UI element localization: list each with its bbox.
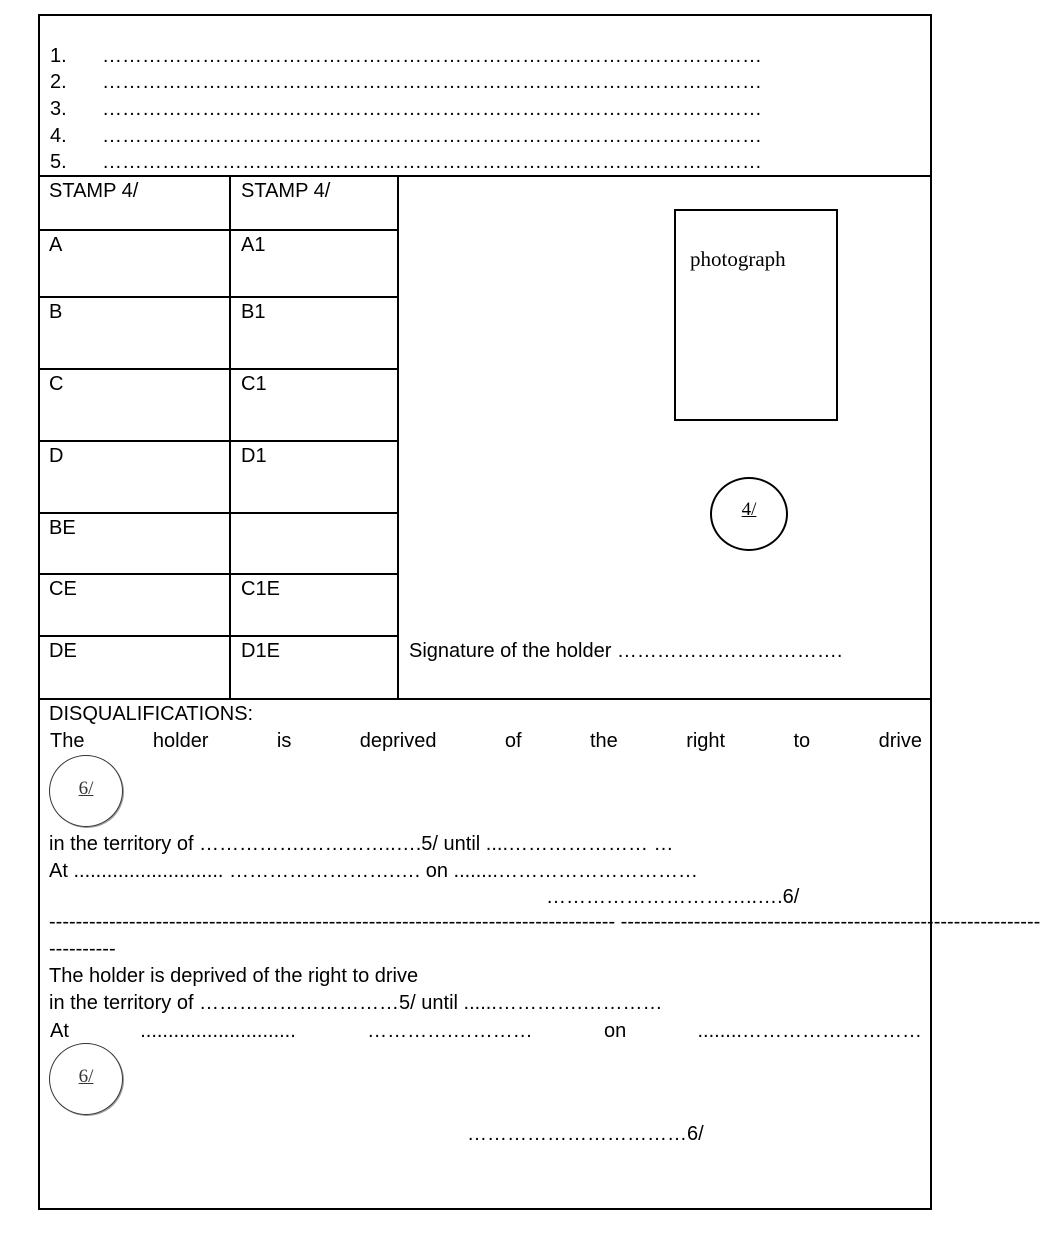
table-row-divider [38,368,398,370]
dashed-separator-tail: ---------- [49,938,116,960]
table-row-divider [38,512,398,514]
table-cell: DE [49,640,77,662]
place-date-word: ............................ [140,1020,296,1042]
line-number: 1. [50,45,67,67]
official-signoff: ……………………………6/ [467,1123,704,1145]
stamp-circle [710,477,788,551]
territory-line: in the territory of …………………………5/ until ......………….………… [49,992,663,1014]
photograph-label: photograph [690,247,786,271]
sentence-word: right [686,730,726,752]
dashed-separator: ------------------------------------------------------------------------------------- --------------------------------------------------------------- [49,911,1040,933]
table-cell: C [49,373,64,395]
line-number: 5. [50,151,67,173]
table-cell: D [49,445,64,467]
table-cell: B [49,301,63,323]
stamp-circle-label: 6/ [78,778,94,799]
place-date-word: At [50,1020,69,1042]
table-cell: A1 [241,234,266,256]
line-number: 2. [50,71,67,93]
table-cell: D1 [241,445,267,467]
place-date-line: At ........................... …………………….…. on ........………………………… [49,860,698,882]
table-column-divider [397,175,399,699]
sentence-word: deprived [359,730,437,752]
deprivation-sentence: The holder is deprived of the right to drive [49,965,419,987]
stamp-circle-label: 4/ [741,499,757,520]
justified-sentence [50,730,922,753]
table-header: STAMP 4/ [241,180,331,202]
table-cell: C1 [241,373,267,395]
table-cell: C1E [241,578,280,600]
table-cell: CE [49,578,77,600]
photograph-box [674,209,838,421]
sentence-word: holder [152,730,209,752]
place-date-word: ………….………… [367,1020,533,1042]
line-number: 3. [50,98,67,120]
table-row-divider [38,440,398,442]
place-date-line [50,1020,922,1043]
territory-line: in the territory of …………….…………..….5/ until ....………………… … [49,833,674,855]
stamp-circle [49,1043,123,1115]
section-divider [38,698,932,700]
sentence-word: drive [878,730,922,752]
signature-line: Signature of the holder ……………………………. [409,640,843,662]
table-column-divider [229,175,231,699]
dotted-line: ……………………………………………………………………………………… [102,125,762,147]
table-row-divider [38,229,398,231]
sentence-word: the [589,730,618,752]
section-divider [38,175,932,177]
sentence-word: is [276,730,292,752]
table-row-divider [38,296,398,298]
dotted-line: ……………………………………………………………………………………… [102,151,762,173]
table-header: STAMP 4/ [49,180,139,202]
place-date-word: ........……………………… [697,1020,922,1042]
stamp-circle-label: 6/ [78,1066,94,1087]
dotted-line: ……………………………………………………………………………………… [102,71,762,93]
table-cell: D1E [241,640,280,662]
dotted-line: ……………………………………………………………………………………… [102,98,762,120]
table-cell: B1 [241,301,266,323]
table-cell: BE [49,517,76,539]
sentence-word: to [793,730,811,752]
sentence-word: The [50,730,85,752]
place-date-word: on [603,1020,627,1042]
line-number: 4. [50,125,67,147]
table-cell: A [49,234,63,256]
official-signoff: …………………………..….6/ [546,886,800,908]
dotted-line: ……………………………………………………………………………………… [102,45,762,67]
disqualifications-heading: DISQUALIFICATIONS: [49,703,254,725]
table-row-divider [38,573,398,575]
stamp-circle [49,755,123,827]
sentence-word: of [504,730,522,752]
table-row-divider [38,635,398,637]
